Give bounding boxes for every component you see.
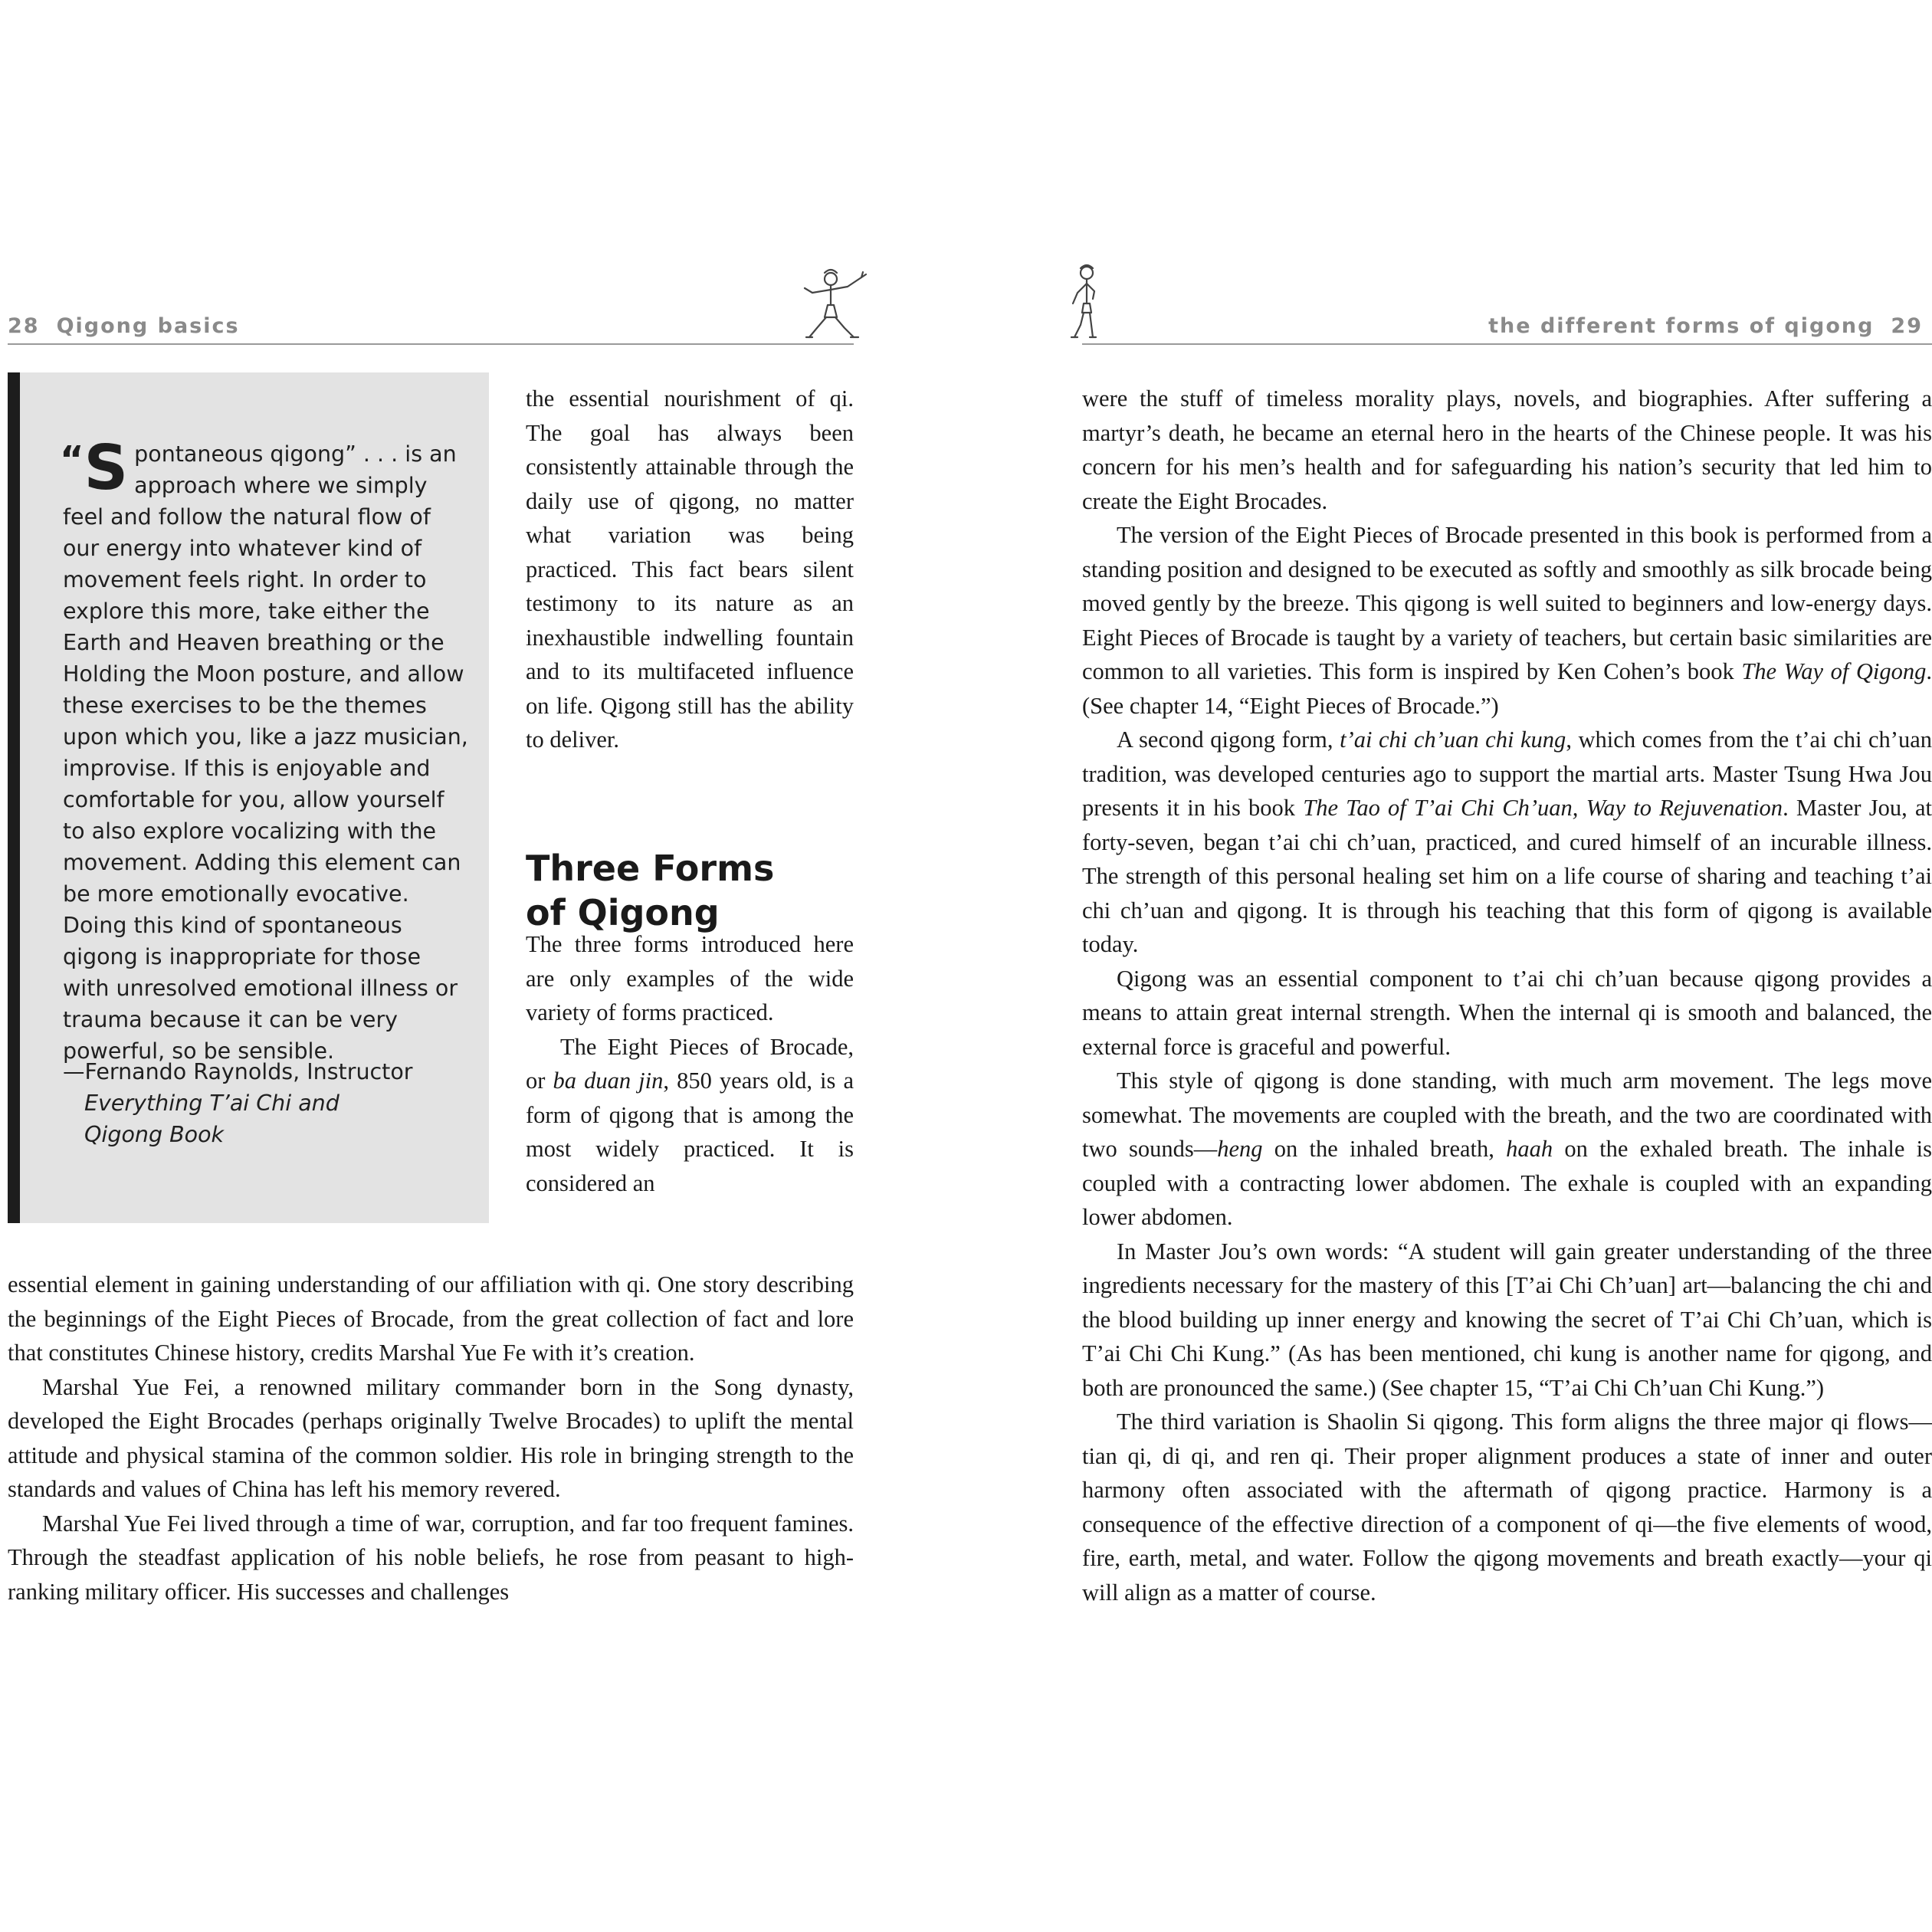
- running-header-title-right: the different forms of qigong: [1488, 314, 1875, 338]
- right-column: [1082, 382, 1932, 1609]
- section-heading-line-1: Three Forms: [526, 848, 775, 889]
- sidebar-drop-cap: [60, 432, 129, 504]
- tai-chi-figure-icon: [797, 262, 871, 342]
- paragraph-eight-pieces: [526, 1030, 854, 1201]
- running-header-right: [1488, 314, 1923, 345]
- left-column-after-heading: [526, 927, 854, 1200]
- page-number-right: 29: [1891, 314, 1923, 338]
- paragraph-text: . Master Jou, at forty-seven, began t’ai chi ch’uan, practiced, and cured himself of an incurable illness. The strength of this personal healing set him on a life course of sharing and teaching t’ai chi ch’uan and qigong. It is through his teaching that this form of qigong is available today.: [1082, 795, 1932, 957]
- left-wide-column: [8, 1268, 854, 1609]
- paragraph-stuff-of-morality: were the stuff of timeless morality plays, novels, and biographies. After suffering a martyr’s death, he became an eternal hero in the hearts of the Chinese people. It was his concern for his men’s health and for safeguarding his nation’s security that led him to create the Eight Brocades.: [1082, 385, 1932, 514]
- sidebar-open-quote: “: [60, 438, 84, 481]
- sidebar-quote-box: [8, 372, 489, 1223]
- running-header-title-left: Qigong basics: [56, 314, 240, 338]
- paragraph-italic-term: ba duan jin: [553, 1068, 664, 1094]
- paragraph-italic-term: haah: [1506, 1136, 1553, 1162]
- sidebar-attribution-author: —Fernando Raynolds, Instructor: [63, 1059, 413, 1084]
- right-page: [1058, 0, 1932, 1932]
- left-narrow-column: [526, 382, 854, 757]
- paragraph-text: on the exhaled breath. The inhale is coupled with a contracting lower abdomen. The exhale is coupled with an expanding lower abdomen.: [1082, 1136, 1932, 1230]
- paragraph-text: , which comes from the t’ai chi ch’uan tradition, was developed centuries ago to support the martial arts. Master Tsung Hwa Jou presents it in his book: [1082, 727, 1932, 821]
- sidebar-body: is an approach where we simply feel and follow the natural flow of our energy into whatever kind of movement feels right. In order to explore this more, take either the Earth and Heaven breathing or the Holding the Moon posture, and allow these exercises to be the themes upon which you, like a jazz musician, improvise. If this is enjoyable and comfortable for you, allow yourself to also explore vocalizing with the movement. Adding this element can be more emotionally evocative. Doing this kind of spontaneous qigong is inappropriate for those with unresolved emotional illness or trauma because it can be very powerful, so be sensible.: [63, 441, 468, 1064]
- paragraph-yue-fei-1: Marshal Yue Fei, a renowned military commander born in the Song dynasty, developed the Eight Brocades (perhaps originally Twelve Brocades) to uplift the mental attitude and physical stamina of the common soldier. His role in bringing strength to the standards and values of China has left his memory revered.: [8, 1373, 854, 1502]
- paragraph-second-form: [1082, 723, 1932, 962]
- book-title: The Way of Qigong: [1741, 658, 1927, 684]
- paragraph-italic-term: t’ai chi ch’uan chi kung: [1340, 727, 1566, 753]
- sidebar-source-line-1: Everything T’ai Chi and: [84, 1091, 339, 1116]
- sidebar-quote-text: [60, 432, 469, 1067]
- sidebar-attribution-source: [63, 1087, 469, 1150]
- running-header-left: [8, 314, 240, 345]
- left-page: [0, 0, 866, 1932]
- paragraph-continuation: the essential nourishment of qi. The goal has always been consistently attainable through the daily use of qigong, no matter what variation was being practiced. This fact bears silent testimony to its nature as an inexhaustible indwelling fountain and to its multifaceted influence on life. Qigong still has the ability to deliver.: [526, 385, 854, 753]
- paragraph-text: A second qigong form,: [1117, 727, 1340, 753]
- qigong-figure-icon: [1064, 262, 1110, 342]
- book-title: The Tao of T’ai Chi Ch’uan, Way to Rejuvenation: [1303, 795, 1783, 821]
- section-heading: [526, 846, 854, 935]
- paragraph-version-brocade: [1082, 518, 1932, 723]
- sidebar-attribution: [63, 1056, 469, 1150]
- sidebar-source-line-2: Qigong Book: [84, 1122, 225, 1147]
- sidebar-first-line: pontaneous qigong” . . .: [134, 441, 399, 467]
- paragraph-affiliation: essential element in gaining understanding of our affiliation with qi. One story describing the beginnings of the Eight Pieces of Brocade, from the great collection of fact and lore that constitutes Chinese history, credits Marshal Yue Fe with it’s creation.: [8, 1271, 854, 1366]
- paragraph-text: The Eight Pieces of Brocade, or: [526, 1033, 854, 1094]
- section-heading-line-2: of Qigong: [526, 892, 720, 933]
- paragraph-forms-intro: The three forms introduced here are only examples of the wide variety of forms practiced.: [526, 931, 854, 1025]
- page-number-left: 28: [8, 314, 40, 338]
- paragraph-italic-term: heng: [1217, 1136, 1263, 1162]
- paragraph-third-variation: The third variation is Shaolin Si qigong. This form aligns the three major qi flows—tian qi, di qi, and ren qi. Their proper alignment produces a state of inner and outer harmony often associated with the aftermath of qigong practice. Harmony is a consequence of the effective direction of a component of qi—the five elements of wood, fire, earth, metal, and water. Follow the qigong movements and breath exactly—your qi will align as a matter of course.: [1082, 1409, 1932, 1606]
- paragraph-text: This style of qigong is done standing, with much arm movement. The legs move somewhat. The movements are coupled with the breath, and the two are coordinated with two sounds—: [1082, 1068, 1932, 1162]
- paragraph-style-standing: [1082, 1064, 1932, 1235]
- paragraph-text: . (See chapter 14, “Eight Pieces of Brocade.”): [1082, 658, 1932, 719]
- header-rule-right: [1082, 343, 1932, 345]
- paragraph-yue-fei-2: Marshal Yue Fei lived through a time of war, corruption, and far too frequent famines. Through the steadfast application of his noble beliefs, he rose from peasant to high-ranking military officer. His successes and challenges: [8, 1510, 854, 1605]
- paragraph-master-jou-words: In Master Jou’s own words: “A student will gain greater understanding of the three ingredients necessary for the mastery of this [T’ai Chi Ch’uan] art—balancing the chi and the blood building up inner energy and knowing the secret of T’ai Chi Ch’uan, which is T’ai Chi Chi Kung.” (As has been mentioned, chi kung is another name for qigong, and both are pronounced the same.) (See chapter 15, “T’ai Chi Ch’uan Chi Kung.”): [1082, 1238, 1932, 1401]
- paragraph-text: The version of the Eight Pieces of Brocade presented in this book is performed from a standing position and designed to be executed as softly and smoothly as silk brocade being moved gently by the breeze. This qigong is well suited to beginners and low-energy days. Eight Pieces of Brocade is taught by a variety of teachers, but certain basic similarities are common to all varieties. This form is inspired by Ken Cohen’s book: [1082, 522, 1932, 684]
- paragraph-text: , 850 years old, is a form of qigong that is among the most widely practiced. It is considered an: [526, 1068, 854, 1196]
- paragraph-text: on the inhaled breath,: [1262, 1136, 1507, 1162]
- sidebar-drop-cap-letter: S: [84, 432, 129, 504]
- header-rule-left: [8, 343, 854, 345]
- paragraph-essential-component: Qigong was an essential component to t’ai chi ch’uan because qigong provides a means to attain great internal strength. When the internal qi is smooth and balanced, the external force is graceful and powerful.: [1082, 965, 1932, 1060]
